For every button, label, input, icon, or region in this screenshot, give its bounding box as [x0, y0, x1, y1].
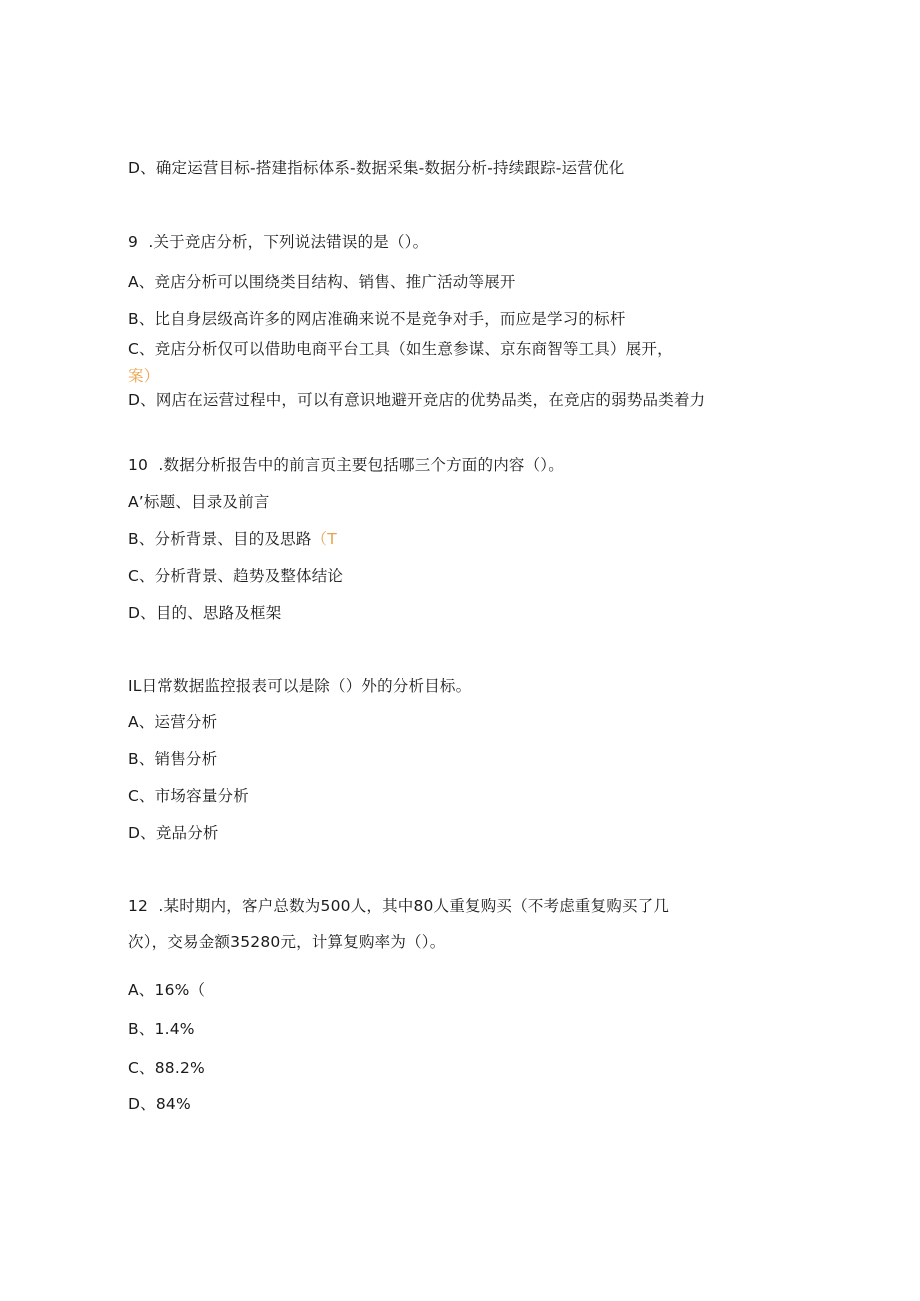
q10-option-b-text: B、分析背景、目的及思路 — [128, 530, 312, 548]
q12-stem-line1: 12 .某时期内，客户总数为500人，其中80人重复购买（不考虑重复购买了几 — [128, 897, 670, 915]
q10-option-a: A’标题、目录及前言 — [128, 493, 270, 511]
q8-option-d: D、确定运营目标-搭建指标体系-数据采集-数据分析-持续跟踪-运营优化 — [128, 159, 625, 177]
q11-option-b: B、销售分析 — [128, 750, 218, 768]
q11-stem: IL日常数据监控报表可以是除（）外的分析目标。 — [128, 677, 472, 695]
q11-option-a: A、运营分析 — [128, 713, 218, 731]
q9-option-c: C、竞店分析仅可以借助电商平台工具（如生意参谋、京东商智等工具）展开， — [128, 340, 673, 358]
q11-option-d: D、竞品分析 — [128, 824, 219, 842]
q12-stem-line2: 次），交易金额35280元，计算复购率为（）。 — [128, 933, 446, 951]
q12-option-b: B、1.4% — [128, 1020, 195, 1038]
q10-stem: 10 .数据分析报告中的前言页主要包括哪三个方面的内容（）。 — [128, 456, 564, 474]
q12-option-a: A、16%（ — [128, 981, 206, 999]
q9-answer-mark: 案） — [128, 367, 160, 385]
q12-option-d: D、84% — [128, 1095, 191, 1113]
q10-option-c: C、分析背景、趋势及整体结论 — [128, 567, 344, 585]
q10-option-b — [128, 529, 337, 549]
q9-option-d: D、网店在运营过程中，可以有意识地避开竞店的优势品类，在竞店的弱势品类着力 — [128, 391, 706, 409]
q9-option-a: A、竞店分析可以围绕类目结构、销售、推广活动等展开 — [128, 273, 516, 291]
q11-option-c: C、市场容量分析 — [128, 787, 249, 805]
q9-option-b: B、比自身层级高许多的网店准确来说不是竞争对手，而应是学习的标杆 — [128, 310, 626, 328]
q9-stem: 9 .关于竞店分析，下列说法错误的是（）。 — [128, 233, 429, 251]
q12-option-c: C、88.2% — [128, 1059, 205, 1077]
q10-option-d: D、目的、思路及框架 — [128, 604, 282, 622]
q10-answer-mark: （T — [311, 530, 337, 548]
